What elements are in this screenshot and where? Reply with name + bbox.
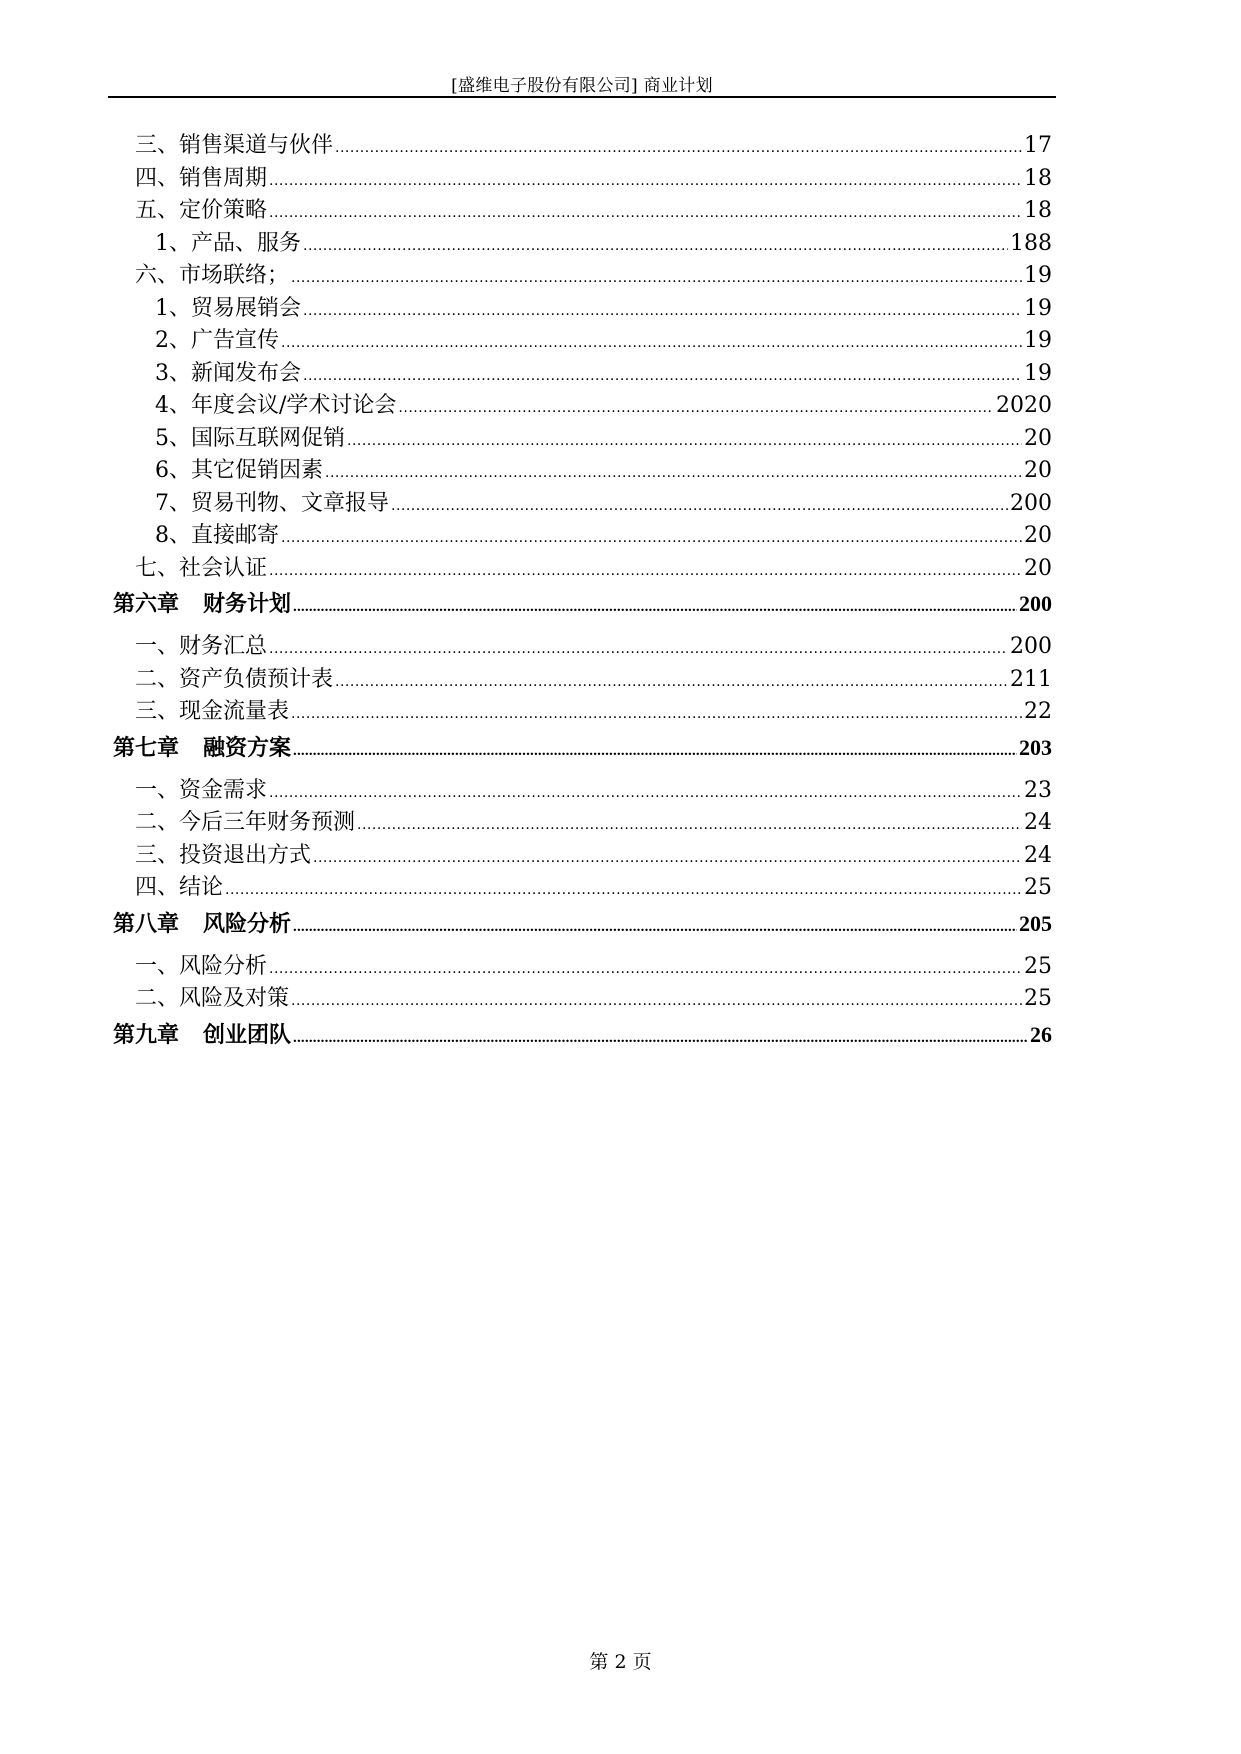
table-of-contents	[110, 128, 1052, 1060]
toc-chapter-number: 第七章	[113, 734, 180, 760]
toc-chapter-number: 第六章	[113, 591, 180, 616]
toc-dot-leader	[398, 400, 994, 416]
toc-entry[interactable]	[110, 805, 1052, 838]
toc-entry-label	[110, 907, 293, 938]
toc-entry[interactable]	[110, 258, 1052, 291]
toc-page-number: 211	[1010, 666, 1052, 692]
toc-dot-leader	[335, 674, 1008, 690]
toc-entry[interactable]	[110, 421, 1052, 454]
toc-entry[interactable]	[110, 323, 1052, 356]
toc-dot-leader	[303, 368, 1022, 384]
toc-page-number: 25	[1024, 953, 1052, 979]
toc-page-number: 19	[1024, 360, 1052, 386]
toc-page-number: 22	[1024, 699, 1052, 724]
toc-page-number: 25	[1024, 875, 1052, 900]
toc-dot-leader	[391, 498, 1008, 514]
toc-entry-label: 一、资金需求	[135, 777, 268, 803]
toc-chapter-title: 财务计划	[203, 591, 292, 616]
toc-entry[interactable]	[110, 518, 1052, 551]
toc-page-number: 24	[1024, 842, 1052, 868]
toc-entry-label: 六、市场联络；	[135, 263, 290, 288]
toc-page-number: 200	[1019, 591, 1052, 616]
page-header: [盛维电子股份有限公司] 商业计划	[451, 76, 713, 96]
toc-dot-leader	[293, 1030, 1028, 1047]
toc-chapter-title: 风险分析	[203, 910, 292, 936]
toc-dot-leader	[291, 270, 1022, 286]
toc-chapter-entry[interactable]	[110, 1018, 1052, 1050]
toc-dot-leader	[269, 173, 1022, 189]
toc-page-number: 24	[1024, 810, 1052, 835]
toc-entry[interactable]	[110, 551, 1052, 584]
toc-entry-label: 三、销售渠道与伙伴	[135, 133, 334, 158]
toc-entry-label: 1、产品、服务	[155, 230, 301, 256]
toc-entry[interactable]	[110, 629, 1052, 662]
toc-dot-leader	[303, 238, 1008, 254]
toc-page-number: 188	[1010, 230, 1052, 256]
header-divider	[108, 96, 1056, 98]
toc-entry[interactable]	[110, 694, 1052, 727]
toc-dot-leader	[357, 817, 1022, 833]
toc-chapter-title: 融资方案	[203, 734, 292, 760]
toc-dot-leader	[347, 433, 1022, 449]
toc-dot-leader	[291, 993, 1022, 1009]
toc-entry[interactable]	[110, 773, 1052, 806]
toc-dot-leader	[313, 850, 1022, 866]
toc-entry[interactable]	[110, 870, 1052, 903]
toc-page-number: 200	[1010, 634, 1052, 659]
toc-chapter-entry[interactable]	[110, 587, 1052, 619]
toc-entry-label: 三、投资退出方式	[135, 842, 312, 868]
toc-entry[interactable]	[110, 161, 1052, 194]
toc-entry[interactable]	[110, 291, 1052, 324]
toc-entry-label: 6、其它促销因素	[155, 458, 323, 483]
toc-dot-leader	[269, 205, 1022, 221]
toc-entry-label: 2、广告宣传	[155, 328, 279, 353]
toc-page-number: 19	[1024, 263, 1052, 288]
toc-page-number: 18	[1024, 165, 1052, 191]
toc-entry-label	[110, 1018, 293, 1049]
toc-chapter-entry[interactable]	[110, 731, 1052, 763]
toc-entry-label: 二、今后三年财务预测	[135, 810, 356, 835]
toc-dot-leader	[291, 706, 1022, 722]
toc-entry[interactable]	[110, 193, 1052, 226]
toc-page-number: 200	[1010, 490, 1052, 516]
toc-entry-label: 二、资产负债预计表	[135, 666, 334, 692]
toc-page-number: 203	[1019, 734, 1052, 760]
toc-page-number: 23	[1024, 777, 1052, 803]
toc-entry-label	[110, 731, 293, 762]
toc-entry-label: 7、贸易刊物、文章报导	[155, 490, 389, 516]
toc-entry-label: 五、定价策略	[135, 198, 268, 223]
toc-dot-leader	[281, 335, 1022, 351]
page-footer: 第 2 页	[589, 1651, 652, 1673]
toc-page-number: 20	[1024, 523, 1052, 548]
toc-dot-leader	[269, 563, 1022, 579]
toc-entry-label: 1、贸易展销会	[155, 295, 301, 321]
toc-entry[interactable]	[110, 388, 1052, 421]
toc-entry-label: 5、国际互联网促销	[155, 425, 345, 451]
toc-entry-label: 4、年度会议/学术讨论会	[155, 393, 397, 418]
toc-entry-label: 四、销售周期	[135, 165, 268, 191]
toc-chapter-entry[interactable]	[110, 907, 1052, 939]
toc-page-number: 205	[1019, 910, 1052, 936]
toc-entry-label: 二、风险及对策	[135, 986, 290, 1011]
toc-dot-leader	[225, 882, 1022, 898]
toc-page-number: 19	[1024, 328, 1052, 353]
toc-entry[interactable]	[110, 453, 1052, 486]
toc-entry-label	[110, 587, 293, 618]
toc-page-number: 19	[1024, 295, 1052, 321]
toc-entry[interactable]	[110, 662, 1052, 695]
toc-dot-leader	[325, 465, 1022, 481]
toc-dot-leader	[293, 599, 1017, 616]
toc-dot-leader	[281, 530, 1022, 546]
toc-chapter-number: 第九章	[113, 1021, 180, 1047]
toc-page-number: 20	[1024, 425, 1052, 451]
toc-page-number: 17	[1024, 133, 1052, 158]
toc-entry[interactable]	[110, 128, 1052, 161]
toc-entry[interactable]	[110, 486, 1052, 519]
toc-dot-leader	[269, 785, 1022, 801]
toc-entry[interactable]	[110, 226, 1052, 259]
toc-dot-leader	[293, 743, 1017, 760]
toc-page-number: 26	[1030, 1021, 1052, 1047]
toc-page-number: 20	[1024, 555, 1052, 581]
toc-chapter-number: 第八章	[113, 910, 180, 936]
toc-entry-label: 一、财务汇总	[135, 634, 268, 659]
toc-entry[interactable]	[110, 949, 1052, 982]
toc-entry-label: 三、现金流量表	[135, 699, 290, 724]
toc-page-number: 18	[1024, 198, 1052, 223]
toc-page-number: 2020	[996, 393, 1052, 418]
toc-dot-leader	[335, 140, 1022, 156]
toc-entry-label: 七、社会认证	[135, 555, 268, 581]
toc-entry-label: 3、新闻发布会	[155, 360, 301, 386]
toc-entry[interactable]	[110, 981, 1052, 1014]
toc-dot-leader	[293, 919, 1017, 936]
toc-page-number: 20	[1024, 458, 1052, 483]
toc-entry[interactable]	[110, 356, 1052, 389]
toc-page-number: 25	[1024, 986, 1052, 1011]
toc-dot-leader	[269, 961, 1022, 977]
toc-entry-label: 四、结论	[135, 875, 224, 900]
toc-entry[interactable]	[110, 838, 1052, 871]
toc-entry-label: 一、风险分析	[135, 953, 268, 979]
toc-entry-label: 8、直接邮寄	[155, 523, 279, 548]
toc-dot-leader	[269, 641, 1008, 657]
toc-dot-leader	[303, 303, 1022, 319]
toc-chapter-title: 创业团队	[203, 1021, 292, 1047]
